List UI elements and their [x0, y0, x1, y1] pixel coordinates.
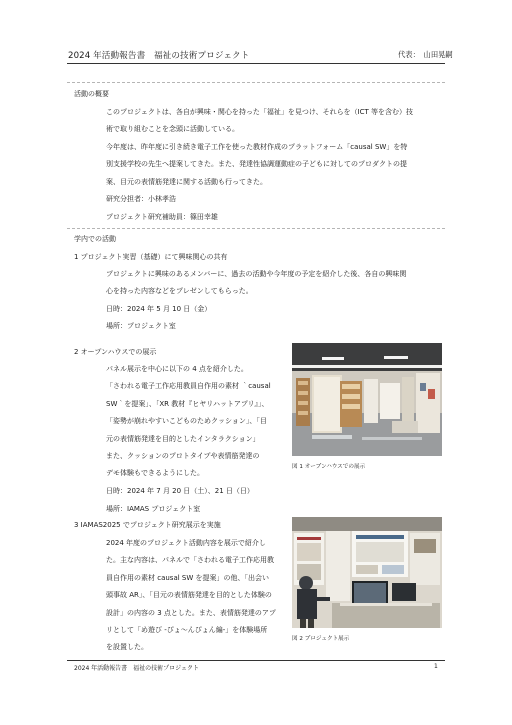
header-rule — [67, 63, 445, 64]
item-3-body — [106, 535, 276, 657]
header-representative: 代表： 山田晃嗣 — [398, 50, 453, 59]
section-divider — [67, 228, 445, 229]
text-line: た。主な内容は、パネルで「さわれる電子工作応用教 — [106, 556, 274, 565]
item-3-title: 3 IAMAS2025 でプロジェクト研究展示を実施 — [74, 521, 221, 529]
footer-title: 2024 年活動報告書 福祉の技術プロジェクト — [74, 665, 200, 672]
text-line: 別支援学校の先生へ提案してきた。また、発達性協調運動症の子どもに対してのプロダクトの提 — [106, 160, 407, 169]
item-1-date: 日時：2024 年 5 月 10 日（金） — [106, 305, 212, 313]
text-line: SW｀を提案」、「XR 教材『ヒヤリハットアプリ』」、 — [106, 399, 269, 408]
item-2-body — [106, 361, 271, 483]
item-1-title: 1 プロジェクト実習（基礎）にて興味関心の共有 — [74, 253, 228, 261]
text-line: 2024 年度のプロジェクト活動内容を展示で紹介し — [106, 539, 266, 547]
exhibition-room-image — [292, 343, 442, 456]
project-exhibition-photo — [292, 517, 442, 628]
header-title: 2024 年活動報告書 福祉の技術プロジェクト — [68, 51, 250, 61]
text-line: 心を持った内容などをプレゼンしてもらった。 — [106, 287, 253, 296]
text-line: 術で取り組むことを念頭に活動している。 — [106, 125, 239, 134]
text-line: 今年度は、昨年度に引き続き電子工作を使った教材作成のプラットフォーム「causal SW」を特 — [106, 143, 408, 151]
open-house-exhibition-photo — [292, 343, 442, 456]
on-campus-heading: 学内での活動 — [74, 235, 116, 243]
overview-member: 研究分担者：小林孝浩 — [106, 195, 176, 203]
text-line: また、クッションのプロトタイプや表情筋発達の — [106, 452, 260, 461]
text-line: 設計」の内容の 3 点とした。また、表情筋発達のアプ — [106, 608, 276, 617]
overview-heading: 活動の概要 — [74, 90, 109, 98]
item-2-place: 場所：IAMAS プロジェクト室 — [106, 505, 201, 513]
item-1-body — [106, 266, 406, 301]
figure-1-caption: 図 1 オープンハウスでの展示 — [292, 464, 366, 470]
text-line: プロジェクトに興味のあるメンバーに、過去の活動や今年度の予定を紹介した後、各自の興味関 — [106, 270, 407, 278]
text-line: 案、目元の表情筋発達に関する活動も行ってきた。 — [106, 177, 267, 186]
item-1-place: 場所：プロジェクト室 — [106, 322, 176, 330]
text-line: このプロジェクトは、各自が興味・関心を持った「福祉」を見つけ、それらを（ICT 等を含む）技 — [106, 108, 414, 116]
figure-2-caption: 図 2 プロジェクト展示 — [292, 636, 350, 642]
text-line: 頭事故 AR」、「目元の表情筋発達を目的とした体験の — [106, 591, 272, 600]
text-line: 員自作用の素材 causal SW を提案」の他、「出会い — [106, 573, 269, 582]
page-number: 1 — [434, 663, 438, 670]
item-2-title: 2 オープンハウスでの展示 — [74, 348, 157, 356]
footer-rule — [67, 660, 445, 661]
exhibition-booth-image — [292, 517, 442, 628]
text-line: 「さわれる電子工作応用教員自作用の素材 ｀causal — [106, 382, 271, 391]
text-line: を設置した。 — [106, 643, 148, 652]
text-line: デモ体験もできるようにした。 — [106, 469, 204, 478]
text-line: パネル展示を中心に以下の 4 点を紹介した。 — [106, 365, 248, 373]
overview-assistant: プロジェクト研究補助員：篠田幸雄 — [106, 213, 218, 221]
text-line: リとして「め遊び -ぴょ～んぴょん編-」を体験場所 — [106, 626, 268, 635]
item-2-date: 日時：2024 年 7 月 20 日（土）、21 日（日） — [106, 487, 254, 495]
text-line: 「姿勢が崩れやすいこどものためクッション」、「目 — [106, 417, 267, 426]
overview-paragraph-1 — [106, 104, 413, 139]
overview-paragraph-2 — [106, 139, 407, 191]
text-line: 元の表情筋発達を目的としたインタラクション」 — [106, 434, 260, 443]
section-divider — [67, 82, 445, 83]
